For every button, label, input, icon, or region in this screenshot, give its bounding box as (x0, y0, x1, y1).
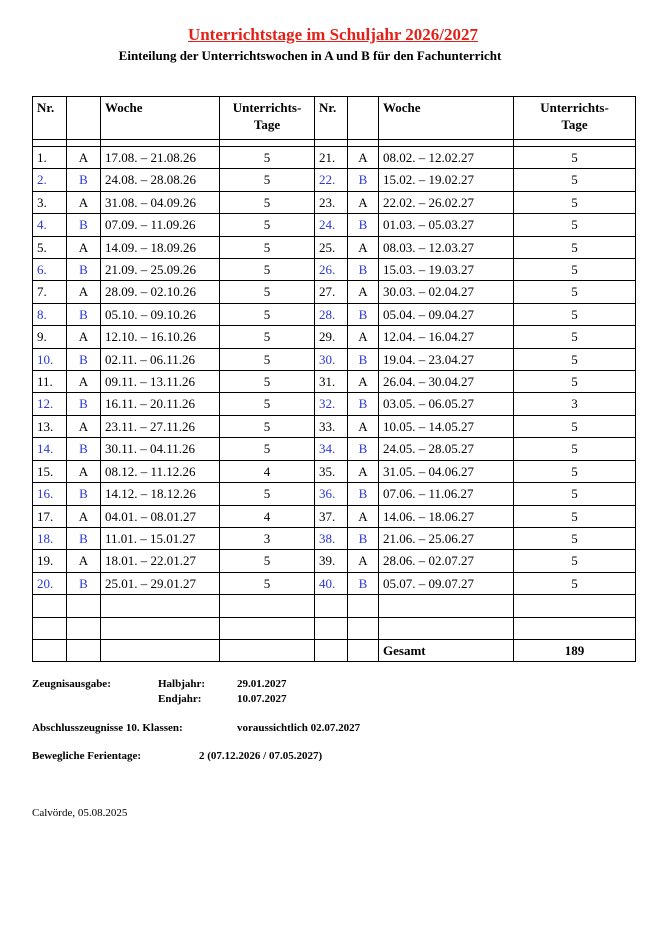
week-days: 5 (220, 191, 315, 213)
week-range: 12.10. – 16.10.26 (101, 326, 220, 348)
week-days: 5 (514, 415, 636, 437)
week-number: 17. (33, 505, 67, 527)
week-type: B (348, 169, 379, 191)
week-range: 02.11. – 06.11.26 (101, 348, 220, 370)
table-row (33, 483, 636, 505)
week-number: 21. (315, 147, 348, 169)
week-days: 5 (514, 527, 636, 549)
week-number: 26. (315, 259, 348, 281)
week-days: 5 (514, 438, 636, 460)
week-range: 30.11. – 04.11.26 (101, 438, 220, 460)
week-range: 08.03. – 12.03.27 (379, 236, 514, 258)
week-range: 14.06. – 18.06.27 (379, 505, 514, 527)
total-row (33, 639, 636, 661)
table-row (33, 147, 636, 169)
col-header-ab (67, 97, 101, 140)
halbjahr-label: Halbjahr: (158, 678, 206, 690)
week-range: 21.06. – 25.06.27 (379, 527, 514, 549)
table-row (33, 371, 636, 393)
week-number: 25. (315, 236, 348, 258)
week-number: 35. (315, 460, 348, 482)
week-range: 31.05. – 04.06.27 (379, 460, 514, 482)
empty-cell (348, 595, 379, 617)
week-days: 3 (514, 393, 636, 415)
week-type: A (67, 415, 101, 437)
week-type: B (348, 214, 379, 236)
week-number: 3. (33, 191, 67, 213)
week-number: 7. (33, 281, 67, 303)
week-type: B (348, 483, 379, 505)
halbjahr-value: 29.01.2027 (237, 678, 287, 690)
week-days: 5 (220, 550, 315, 572)
empty-cell (67, 595, 101, 617)
week-days: 5 (220, 348, 315, 370)
ferien-label: Bewegliche Ferientage: (32, 750, 142, 762)
week-range: 10.05. – 14.05.27 (379, 415, 514, 437)
empty-row (33, 595, 636, 617)
table-row (33, 169, 636, 191)
week-type: B (67, 303, 101, 325)
table-body (33, 140, 636, 662)
week-range: 31.08. – 04.09.26 (101, 191, 220, 213)
week-number: 40. (315, 572, 348, 594)
week-type: A (348, 236, 379, 258)
abschluss-label: Abschlusszeugnisse 10. Klassen: (32, 722, 183, 734)
week-type: B (67, 483, 101, 505)
week-days: 5 (220, 169, 315, 191)
table-row (33, 393, 636, 415)
col-header-tage: Unterrichts- Tage (514, 97, 636, 140)
week-days: 5 (220, 393, 315, 415)
week-type: A (348, 371, 379, 393)
week-number: 18. (33, 527, 67, 549)
week-days: 5 (514, 460, 636, 482)
week-range: 07.09. – 11.09.26 (101, 214, 220, 236)
week-range: 05.10. – 09.10.26 (101, 303, 220, 325)
week-range: 15.02. – 19.02.27 (379, 169, 514, 191)
week-days: 5 (220, 303, 315, 325)
empty-cell (315, 617, 348, 639)
week-days: 4 (220, 460, 315, 482)
week-number: 6. (33, 259, 67, 281)
empty-cell (101, 595, 220, 617)
week-type: B (348, 393, 379, 415)
week-number: 28. (315, 303, 348, 325)
week-type: B (67, 527, 101, 549)
week-range: 15.03. – 19.03.27 (379, 259, 514, 281)
week-number: 14. (33, 438, 67, 460)
week-days: 5 (220, 147, 315, 169)
week-number: 33. (315, 415, 348, 437)
week-number: 19. (33, 550, 67, 572)
week-number: 34. (315, 438, 348, 460)
empty-cell (348, 639, 379, 661)
week-range: 09.11. – 13.11.26 (101, 371, 220, 393)
week-days: 5 (514, 505, 636, 527)
week-days: 5 (514, 236, 636, 258)
table-row (33, 505, 636, 527)
week-days: 5 (514, 348, 636, 370)
week-range: 01.03. – 05.03.27 (379, 214, 514, 236)
week-range: 28.06. – 02.07.27 (379, 550, 514, 572)
week-range: 14.09. – 18.09.26 (101, 236, 220, 258)
table-row (33, 550, 636, 572)
week-type: B (67, 348, 101, 370)
week-type: B (348, 527, 379, 549)
week-type: A (348, 326, 379, 348)
table-row (33, 527, 636, 549)
week-days: 5 (220, 326, 315, 348)
week-type: A (67, 147, 101, 169)
week-type: B (67, 572, 101, 594)
empty-cell (33, 595, 67, 617)
empty-row (33, 617, 636, 639)
week-range: 14.12. – 18.12.26 (101, 483, 220, 505)
week-range: 25.01. – 29.01.27 (101, 572, 220, 594)
week-type: A (67, 505, 101, 527)
week-type: A (67, 460, 101, 482)
week-days: 5 (514, 191, 636, 213)
week-type: A (348, 550, 379, 572)
week-number: 27. (315, 281, 348, 303)
week-range: 19.04. – 23.04.27 (379, 348, 514, 370)
week-number: 20. (33, 572, 67, 594)
week-number: 2. (33, 169, 67, 191)
week-number: 8. (33, 303, 67, 325)
week-range: 08.02. – 12.02.27 (379, 147, 514, 169)
empty-cell (379, 617, 514, 639)
empty-cell (33, 639, 67, 661)
week-range: 24.05. – 28.05.27 (379, 438, 514, 460)
week-type: A (67, 371, 101, 393)
week-range: 28.09. – 02.10.26 (101, 281, 220, 303)
total-label: Gesamt (379, 639, 514, 661)
week-range: 23.11. – 27.11.26 (101, 415, 220, 437)
week-range: 07.06. – 11.06.27 (379, 483, 514, 505)
week-number: 29. (315, 326, 348, 348)
week-days: 5 (514, 572, 636, 594)
empty-cell (101, 639, 220, 661)
week-type: B (67, 169, 101, 191)
table-row (33, 326, 636, 348)
week-range: 26.04. – 30.04.27 (379, 371, 514, 393)
empty-cell (315, 595, 348, 617)
week-type: A (348, 505, 379, 527)
col-header-woche: Woche (379, 97, 514, 140)
week-number: 39. (315, 550, 348, 572)
table-row (33, 303, 636, 325)
week-range: 05.07. – 09.07.27 (379, 572, 514, 594)
zeugnis-label: Zeugnisausgabe: (32, 678, 111, 690)
endjahr-value: 10.07.2027 (237, 693, 287, 705)
empty-cell (220, 595, 315, 617)
week-days: 5 (514, 483, 636, 505)
total-value: 189 (514, 639, 636, 661)
week-number: 15. (33, 460, 67, 482)
week-range: 21.09. – 25.09.26 (101, 259, 220, 281)
empty-cell (101, 617, 220, 639)
week-days: 5 (514, 371, 636, 393)
week-range: 04.01. – 08.01.27 (101, 505, 220, 527)
week-range: 16.11. – 20.11.26 (101, 393, 220, 415)
week-type: B (348, 303, 379, 325)
empty-cell (220, 617, 315, 639)
week-range: 24.08. – 28.08.26 (101, 169, 220, 191)
abschluss-value: voraussichtlich 02.07.2027 (237, 722, 361, 734)
week-type: A (67, 326, 101, 348)
week-days: 5 (220, 259, 315, 281)
week-type: A (348, 147, 379, 169)
spacer-row (33, 140, 636, 147)
week-number: 13. (33, 415, 67, 437)
week-days: 5 (220, 415, 315, 437)
table-header-row (33, 97, 636, 140)
week-days: 5 (220, 572, 315, 594)
empty-cell (67, 639, 101, 661)
week-range: 17.08. – 21.08.26 (101, 147, 220, 169)
table-row (33, 281, 636, 303)
week-days: 5 (514, 550, 636, 572)
week-type: B (67, 393, 101, 415)
week-days: 5 (514, 281, 636, 303)
week-days: 5 (220, 236, 315, 258)
table-row (33, 438, 636, 460)
week-days: 5 (220, 214, 315, 236)
empty-cell (315, 639, 348, 661)
week-type: B (67, 214, 101, 236)
week-type: B (348, 438, 379, 460)
week-number: 22. (315, 169, 348, 191)
week-number: 30. (315, 348, 348, 370)
week-number: 10. (33, 348, 67, 370)
week-type: B (348, 572, 379, 594)
week-number: 38. (315, 527, 348, 549)
table-row (33, 259, 636, 281)
week-number: 23. (315, 191, 348, 213)
week-number: 5. (33, 236, 67, 258)
page-title: Unterrichtstage im Schuljahr 2026/2027 (187, 25, 479, 44)
table-row (33, 348, 636, 370)
week-days: 5 (514, 259, 636, 281)
col-header-nr: Nr. (315, 97, 348, 140)
page-subtitle: Einteilung der Unterrichtswochen in A und B für den Fachunterricht (118, 48, 502, 63)
place-date: Calvörde, 05.08.2025 (32, 807, 128, 819)
week-number: 1. (33, 147, 67, 169)
week-days: 4 (220, 505, 315, 527)
week-range: 18.01. – 22.01.27 (101, 550, 220, 572)
week-days: 5 (220, 371, 315, 393)
week-days: 5 (514, 303, 636, 325)
week-number: 16. (33, 483, 67, 505)
week-number: 11. (33, 371, 67, 393)
empty-cell (514, 617, 636, 639)
week-days: 5 (514, 147, 636, 169)
endjahr-label: Endjahr: (158, 693, 202, 705)
week-number: 36. (315, 483, 348, 505)
table-row (33, 460, 636, 482)
table-row (33, 214, 636, 236)
empty-cell (33, 617, 67, 639)
week-number: 24. (315, 214, 348, 236)
week-type: B (348, 348, 379, 370)
week-type: A (348, 460, 379, 482)
col-header-ab (348, 97, 379, 140)
table-row (33, 572, 636, 594)
week-range: 05.04. – 09.04.27 (379, 303, 514, 325)
week-range: 22.02. – 26.02.27 (379, 191, 514, 213)
week-days: 3 (220, 527, 315, 549)
week-days: 5 (220, 438, 315, 460)
week-days: 5 (514, 169, 636, 191)
week-days: 5 (514, 326, 636, 348)
week-days: 5 (514, 214, 636, 236)
week-number: 12. (33, 393, 67, 415)
week-number: 32. (315, 393, 348, 415)
week-range: 12.04. – 16.04.27 (379, 326, 514, 348)
table-row (33, 191, 636, 213)
week-type: A (67, 550, 101, 572)
week-range: 30.03. – 02.04.27 (379, 281, 514, 303)
week-type: B (67, 259, 101, 281)
week-type: B (67, 438, 101, 460)
week-type: A (67, 236, 101, 258)
week-number: 9. (33, 326, 67, 348)
week-type: A (67, 281, 101, 303)
week-type: A (348, 191, 379, 213)
empty-cell (220, 639, 315, 661)
school-weeks-table (32, 96, 636, 662)
empty-cell (514, 595, 636, 617)
week-number: 37. (315, 505, 348, 527)
week-number: 4. (33, 214, 67, 236)
table-row (33, 415, 636, 437)
col-header-woche: Woche (101, 97, 220, 140)
empty-cell (379, 595, 514, 617)
week-type: A (348, 281, 379, 303)
empty-cell (67, 617, 101, 639)
table-row (33, 236, 636, 258)
week-range: 11.01. – 15.01.27 (101, 527, 220, 549)
week-range: 08.12. – 11.12.26 (101, 460, 220, 482)
week-type: B (348, 259, 379, 281)
week-days: 5 (220, 483, 315, 505)
col-header-tage: Unterrichts- Tage (220, 97, 315, 140)
col-header-nr: Nr. (33, 97, 67, 140)
week-days: 5 (220, 281, 315, 303)
ferien-value: 2 (07.12.2026 / 07.05.2027) (199, 750, 323, 762)
week-range: 03.05. – 06.05.27 (379, 393, 514, 415)
empty-cell (348, 617, 379, 639)
week-number: 31. (315, 371, 348, 393)
week-type: A (348, 415, 379, 437)
week-type: A (67, 191, 101, 213)
